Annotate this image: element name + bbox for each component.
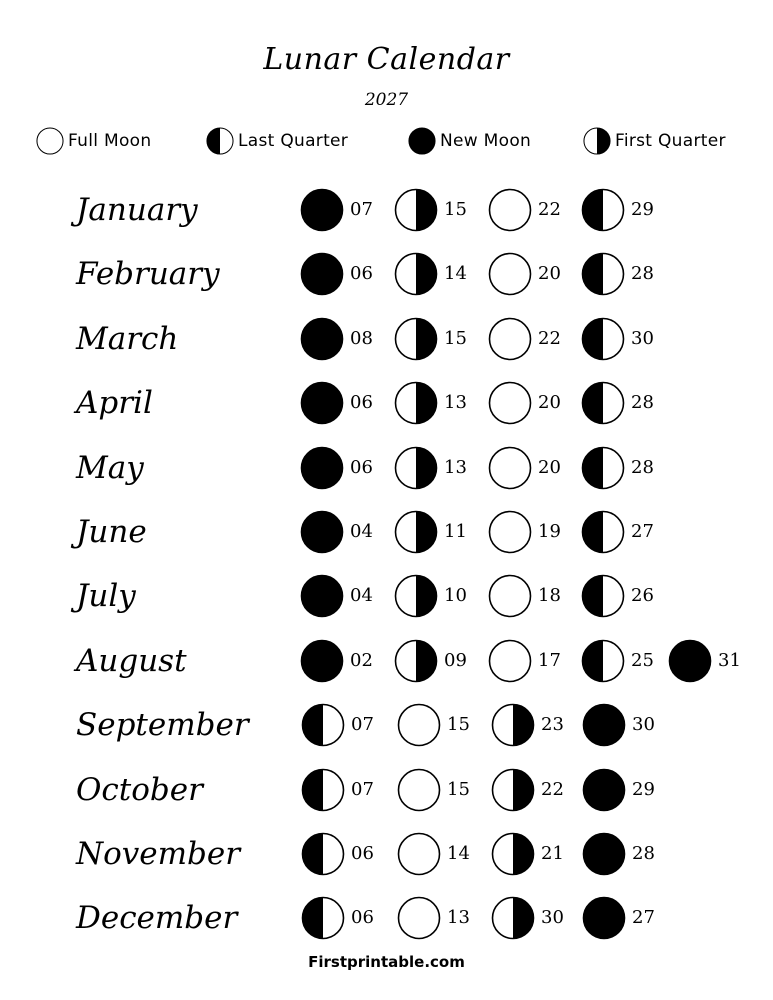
- last-moon-icon: [301, 832, 345, 876]
- moon-phase-cell: [394, 252, 438, 296]
- new-moon-icon: [300, 381, 344, 425]
- legend-label: New Moon: [440, 131, 532, 151]
- last-moon-icon: [206, 127, 234, 155]
- last-moon-icon: [301, 768, 345, 812]
- phase-day: 08: [350, 328, 373, 349]
- phase-day: 27: [632, 907, 655, 928]
- phase-day: 15: [444, 328, 467, 349]
- first-moon-icon: [394, 188, 438, 232]
- moon-phase-cell: [300, 510, 344, 554]
- full-moon-icon: [488, 574, 532, 618]
- moon-phase-cell: [581, 510, 625, 554]
- phase-day: 11: [444, 521, 467, 542]
- moon-phase-cell: [300, 381, 344, 425]
- moon-phase-cell: [488, 510, 532, 554]
- month-name: August: [76, 643, 187, 679]
- first-moon-icon: [394, 252, 438, 296]
- last-moon-icon: [301, 703, 345, 747]
- moon-phase-cell: [491, 896, 535, 940]
- moon-phase-cell: [300, 446, 344, 490]
- moon-phase-cell: [668, 639, 712, 683]
- page-title: Lunar Calendar: [263, 42, 510, 77]
- full-moon-icon: [488, 317, 532, 361]
- moon-phase-cell: [581, 639, 625, 683]
- moon-phase-cell: [581, 381, 625, 425]
- full-moon-icon: [397, 768, 441, 812]
- phase-day: 09: [444, 650, 467, 671]
- first-moon-icon: [394, 574, 438, 618]
- full-moon-icon: [488, 446, 532, 490]
- moon-phase-cell: [488, 188, 532, 232]
- phase-day: 27: [631, 521, 654, 542]
- moon-phase-cell: [581, 188, 625, 232]
- phase-day: 28: [631, 457, 654, 478]
- phase-day: 31: [718, 650, 741, 671]
- phase-day: 13: [444, 457, 467, 478]
- phase-day: 30: [631, 328, 654, 349]
- phase-day: 04: [350, 521, 373, 542]
- phase-day: 06: [351, 907, 374, 928]
- full-moon-icon: [488, 639, 532, 683]
- month-name: January: [76, 192, 198, 228]
- moon-phase-cell: [301, 896, 345, 940]
- phase-day: 10: [444, 585, 467, 606]
- phase-day: 06: [350, 457, 373, 478]
- phase-day: 06: [351, 843, 374, 864]
- phase-day: 04: [350, 585, 373, 606]
- phase-day: 15: [444, 199, 467, 220]
- new-moon-icon: [300, 639, 344, 683]
- month-name: February: [76, 256, 220, 292]
- full-moon-icon: [488, 381, 532, 425]
- phase-day: 13: [447, 907, 470, 928]
- moon-phase-cell: [488, 446, 532, 490]
- phase-day: 22: [538, 199, 561, 220]
- moon-phase-cell: [582, 703, 626, 747]
- moon-phase-cell: [394, 639, 438, 683]
- moon-phase-cell: [301, 768, 345, 812]
- moon-phase-cell: [491, 703, 535, 747]
- first-moon-icon: [491, 832, 535, 876]
- last-moon-icon: [581, 446, 625, 490]
- phase-day: 20: [538, 392, 561, 413]
- moon-phase-cell: [394, 446, 438, 490]
- month-name: September: [76, 707, 249, 743]
- new-moon-icon: [582, 832, 626, 876]
- full-moon-icon: [397, 832, 441, 876]
- month-name: March: [76, 321, 179, 357]
- first-moon-icon: [491, 768, 535, 812]
- full-moon-icon: [397, 703, 441, 747]
- phase-day: 20: [538, 263, 561, 284]
- moon-phase-cell: [394, 574, 438, 618]
- full-moon-icon: [488, 510, 532, 554]
- month-name: October: [76, 772, 203, 808]
- phase-day: 15: [447, 714, 470, 735]
- legend-item-last: [206, 126, 348, 156]
- phase-day: 14: [447, 843, 470, 864]
- phase-day: 15: [447, 779, 470, 800]
- month-name: November: [76, 836, 241, 872]
- phase-day: 26: [631, 585, 654, 606]
- new-moon-icon: [582, 703, 626, 747]
- new-moon-icon: [300, 252, 344, 296]
- full-moon-icon: [36, 127, 64, 155]
- month-name: April: [76, 385, 153, 421]
- phase-day: 13: [444, 392, 467, 413]
- first-moon-icon: [394, 381, 438, 425]
- moon-phase-cell: [301, 703, 345, 747]
- new-moon-icon: [408, 127, 436, 155]
- first-moon-icon: [491, 896, 535, 940]
- phase-day: 14: [444, 263, 467, 284]
- moon-phase-cell: [394, 381, 438, 425]
- year-label: 2027: [364, 90, 409, 110]
- moon-phase-cell: [488, 381, 532, 425]
- legend-label: Full Moon: [68, 131, 152, 151]
- first-moon-icon: [583, 127, 611, 155]
- phase-day: 06: [350, 263, 373, 284]
- last-moon-icon: [581, 317, 625, 361]
- phase-day: 07: [351, 779, 374, 800]
- phase-day: 22: [538, 328, 561, 349]
- moon-phase-cell: [397, 703, 441, 747]
- last-moon-icon: [581, 574, 625, 618]
- moon-phase-cell: [394, 188, 438, 232]
- legend-item-full: [36, 126, 151, 156]
- phase-day: 30: [632, 714, 655, 735]
- new-moon-icon: [300, 317, 344, 361]
- moon-phase-cell: [488, 252, 532, 296]
- moon-phase-cell: [581, 252, 625, 296]
- legend-label: Last Quarter: [238, 131, 349, 151]
- phase-day: 22: [541, 779, 564, 800]
- phase-day: 28: [631, 392, 654, 413]
- moon-phase-cell: [397, 768, 441, 812]
- first-moon-icon: [491, 703, 535, 747]
- phase-day: 29: [632, 779, 655, 800]
- phase-day: 18: [538, 585, 561, 606]
- moon-phase-cell: [491, 768, 535, 812]
- phase-day: 25: [631, 650, 654, 671]
- last-moon-icon: [581, 639, 625, 683]
- moon-phase-cell: [582, 896, 626, 940]
- new-moon-icon: [668, 639, 712, 683]
- moon-phase-cell: [582, 832, 626, 876]
- moon-phase-cell: [300, 574, 344, 618]
- phase-day: 28: [631, 263, 654, 284]
- moon-phase-cell: [300, 188, 344, 232]
- full-moon-icon: [397, 896, 441, 940]
- moon-phase-cell: [300, 317, 344, 361]
- last-moon-icon: [581, 252, 625, 296]
- phase-day: 02: [350, 650, 373, 671]
- moon-phase-cell: [397, 896, 441, 940]
- moon-phase-cell: [488, 574, 532, 618]
- first-moon-icon: [394, 317, 438, 361]
- moon-phase-cell: [581, 446, 625, 490]
- moon-phase-cell: [581, 574, 625, 618]
- first-moon-icon: [394, 510, 438, 554]
- month-name: July: [76, 578, 136, 614]
- new-moon-icon: [300, 188, 344, 232]
- last-moon-icon: [301, 896, 345, 940]
- last-moon-icon: [581, 381, 625, 425]
- full-moon-icon: [488, 188, 532, 232]
- first-moon-icon: [394, 446, 438, 490]
- moon-phase-cell: [300, 252, 344, 296]
- new-moon-icon: [582, 896, 626, 940]
- phase-day: 17: [538, 650, 561, 671]
- new-moon-icon: [300, 446, 344, 490]
- phase-day: 19: [538, 521, 561, 542]
- phase-day: 21: [541, 843, 564, 864]
- moon-phase-cell: [397, 832, 441, 876]
- phase-day: 07: [350, 199, 373, 220]
- new-moon-icon: [300, 574, 344, 618]
- moon-phase-cell: [394, 510, 438, 554]
- moon-phase-cell: [301, 832, 345, 876]
- new-moon-icon: [300, 510, 344, 554]
- phase-day: 06: [350, 392, 373, 413]
- moon-phase-cell: [394, 317, 438, 361]
- moon-phase-cell: [582, 768, 626, 812]
- moon-phase-cell: [300, 639, 344, 683]
- phase-day: 07: [351, 714, 374, 735]
- moon-phase-cell: [488, 639, 532, 683]
- new-moon-icon: [582, 768, 626, 812]
- month-name: May: [76, 450, 144, 486]
- first-moon-icon: [394, 639, 438, 683]
- phase-day: 28: [632, 843, 655, 864]
- full-moon-icon: [488, 252, 532, 296]
- phase-day: 29: [631, 199, 654, 220]
- moon-phase-cell: [488, 317, 532, 361]
- legend-item-first: [583, 126, 726, 156]
- last-moon-icon: [581, 510, 625, 554]
- month-name: December: [76, 900, 238, 936]
- phase-day: 30: [541, 907, 564, 928]
- last-moon-icon: [581, 188, 625, 232]
- moon-phase-cell: [491, 832, 535, 876]
- month-name: June: [76, 514, 147, 550]
- legend-label: First Quarter: [615, 131, 726, 151]
- phase-day: 23: [541, 714, 564, 735]
- moon-phase-cell: [581, 317, 625, 361]
- footer-site: Firstprintable.com: [308, 953, 465, 971]
- phase-day: 20: [538, 457, 561, 478]
- legend-item-new: [408, 126, 531, 156]
